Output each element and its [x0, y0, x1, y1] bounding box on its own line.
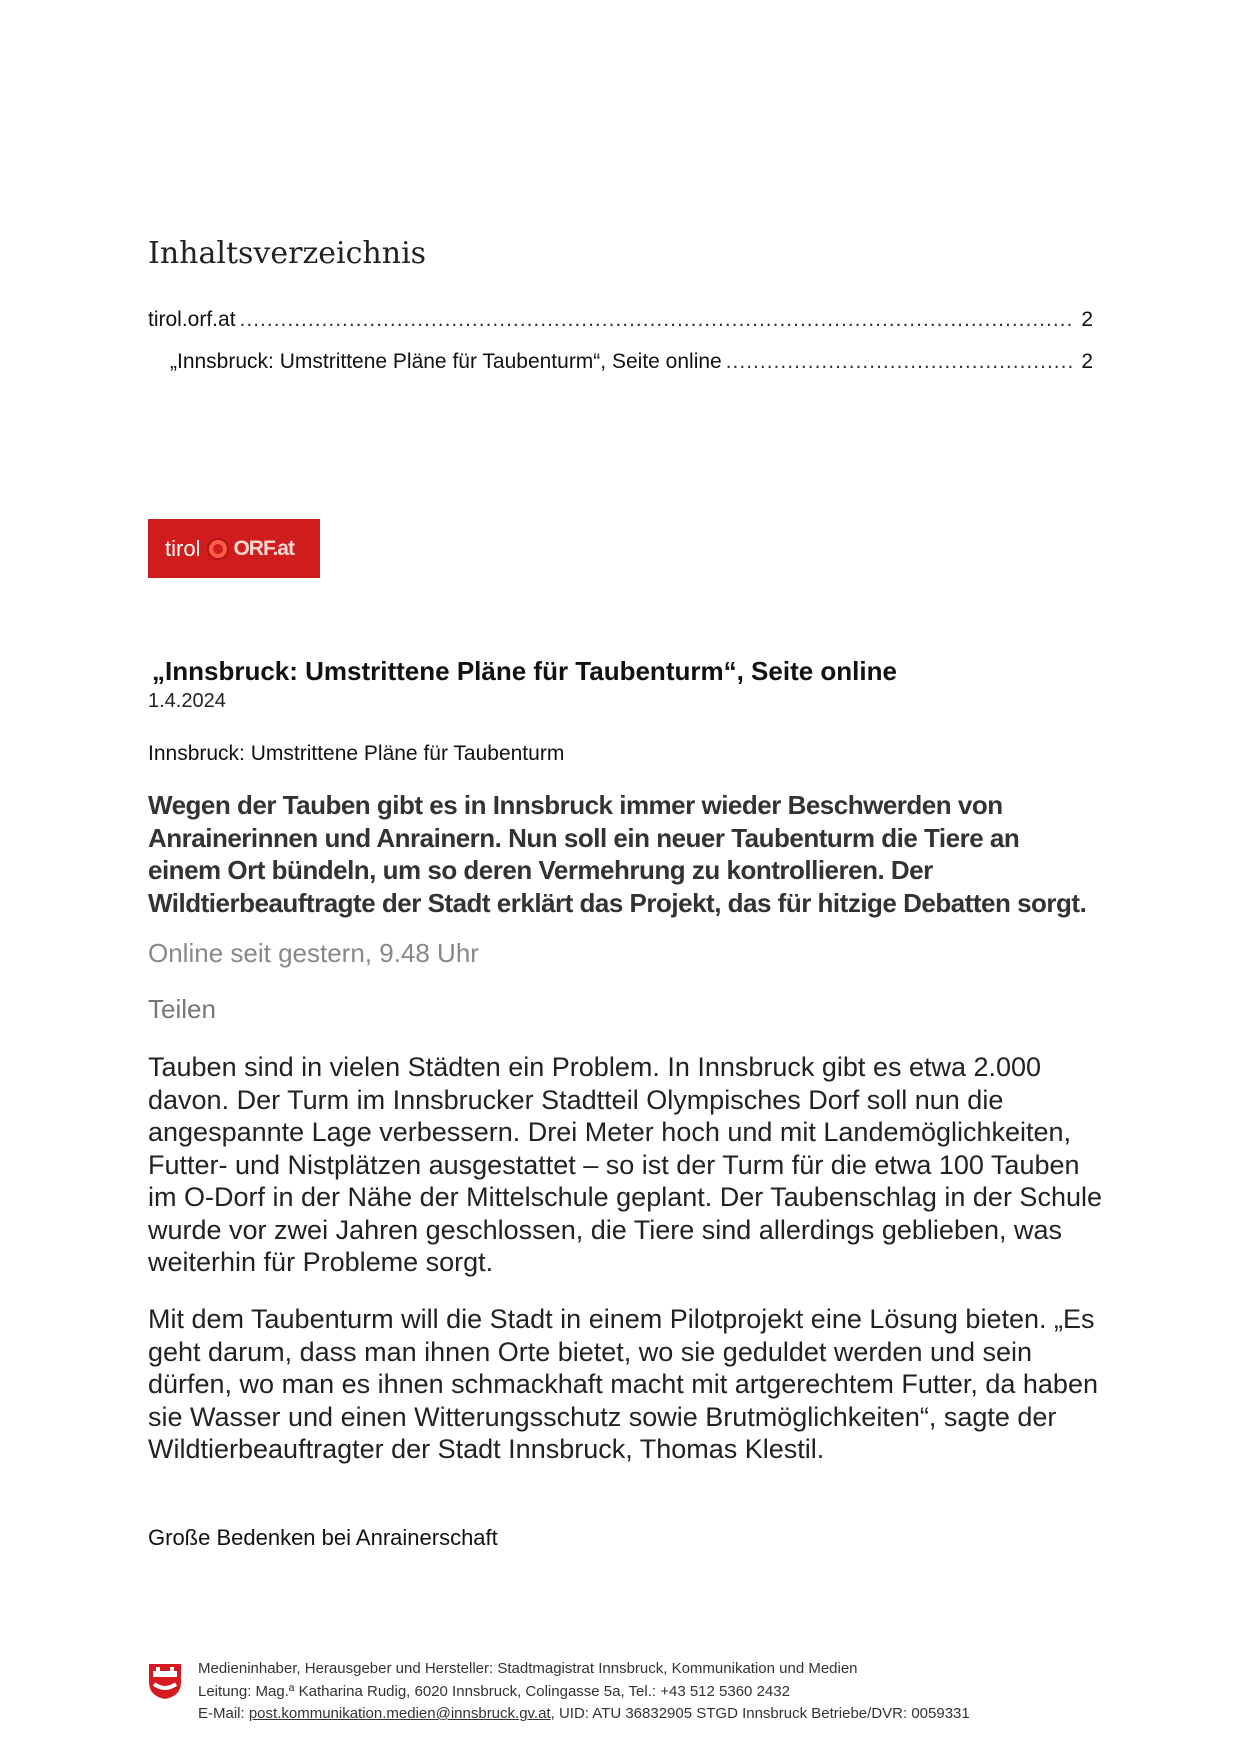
toc-entry-page: 2 — [1081, 308, 1093, 331]
article-headline: Innsbruck: Umstrittene Pläne für Taubenturm — [148, 742, 565, 765]
toc-title: Inhaltsverzeichnis — [148, 236, 427, 271]
footer-management: Leitung: Mag.ª Katharina Rudig, 6020 Innsbruck, Colingasse 5a, Tel.: +43 512 5360 2432 — [198, 1682, 790, 1700]
footer-contact — [198, 1703, 970, 1726]
logo-region: tirol — [165, 535, 201, 561]
article-date: 1.4.2024 — [148, 690, 226, 712]
online-since: Online seit gestern, 9.48 Uhr — [148, 938, 479, 968]
footer-publisher: Medieninhaber, Herausgeber und Hersteller: Stadtmagistrat Innsbruck, Kommunikation und Medien — [198, 1660, 858, 1677]
article-subheading: Große Bedenken bei Anrainerschaft — [148, 1525, 498, 1550]
article-paragraph: Tauben sind in vielen Städten ein Problem. In Innsbruck gibt es etwa 2.000 davon. Der Turm im Innsbrucker Stadtteil Olympisches Dorf soll nun die angespannte Lage verbessern. Drei Meter hoch und mit Landemöglichkeiten, Futter- und Nistplätzen ausgestattet – so ist der Turm für die etwa 100 Tauben im O-Dorf in der Nähe der Mittelschule geplant. Der Taubenschlag in der Schule wurde vor zwei Jahren geschlossen, die Tiere sind allerdings geblieben, was weiterhin für Probleme sorgt. — [148, 1052, 1102, 1277]
innsbruck-crest-icon — [148, 1662, 182, 1700]
orf-ring-icon — [209, 540, 227, 558]
logo-brand: ORF.at — [233, 536, 294, 560]
article-paragraph: Mit dem Taubenturm will die Stadt in einem Pilotprojekt eine Lösung bieten. „Es geht darum, dass man ihnen Orte bietet, wo sie geduldet werden und sein dürfen, wo man es ihnen schmackhaft macht mit artgerechtem Futter, da haben sie Wasser und einen Witterungsschutz sowie Brutmöglichkeiten“, sagte der Wildtierbeauftragter der Stadt Innsbruck, Thomas Klestil. — [148, 1304, 1098, 1464]
toc-leader-dots — [726, 350, 1076, 374]
toc-entry-page: 2 — [1081, 350, 1093, 373]
footer-email-label: E-Mail: — [198, 1705, 245, 1722]
footer-email-link[interactable]: post.kommunikation.medien@innsbruck.gv.at — [248, 1705, 551, 1722]
source-logo — [148, 519, 320, 578]
footer-uid: , UID: ATU 36832905 STGD Innsbruck Betriebe/DVR: 0059331 — [550, 1705, 970, 1722]
share-label: Teilen — [148, 994, 216, 1024]
article-lead: Wegen der Tauben gibt es in Innsbruck immer wieder Beschwerden von Anrainerinnen und Anrainern. Nun soll ein neuer Taubenturm die Tiere an einem Ort bündeln, um so deren Vermehrung zu kontrollieren. Der Wildtierbeauftragte der Stadt erklärt das Projekt, das für hitzige Debatten sorgt. — [148, 790, 1087, 918]
toc-leader-dots — [240, 308, 1076, 332]
page-footer — [148, 1658, 1108, 1728]
toc-entry[interactable] — [148, 308, 1093, 332]
article-title: „Innsbruck: Umstrittene Pläne für Taubenturm“, Seite online — [152, 656, 897, 686]
toc-entry-label: „Innsbruck: Umstrittene Pläne für Taubenturm“, Seite online — [170, 350, 722, 373]
toc-entry-label: tirol.orf.at — [148, 308, 236, 331]
toc-entry[interactable] — [170, 350, 1093, 374]
